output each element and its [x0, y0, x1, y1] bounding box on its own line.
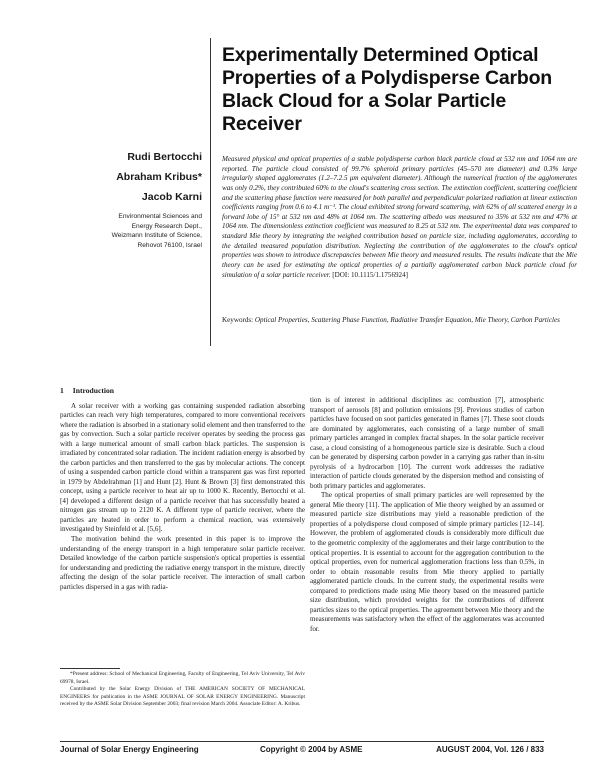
affiliation-line: Rehovot 76100, Israel — [137, 241, 202, 249]
body-column-right — [310, 396, 544, 634]
page-footer — [60, 745, 544, 757]
affiliation-line: Weizmann Institute of Science, — [111, 232, 202, 239]
author-name: Jacob Karni — [141, 191, 202, 203]
footnote: Contributed by the Solar Energy Division of THE AMERICAN SOCIETY OF MECHANICAL ENGINEERS for publication in the ASME JOURNAL OF SOLAR ENERGY ENGINEERING. Manuscript received by the ASME Solar Division September 2003; final revision March 2004. Associate Editor: A. Kribus. — [60, 686, 305, 708]
footer-copyright: Copyright © 2004 by ASME — [260, 745, 363, 754]
abstract-text: Measured physical and optical properties of a stable polydisperse carbon black particle cloud at 532 nm and 1064 nm are reported. The particle cloud consisted of 99.7% spheroid primary particles (45–570 nm diameter) and 0.3% large irregularly shaped agglomerates (1.2–7.2.5 μm equivalent diameter). Although the numerical fraction of the agglomerates was only 0.2%, they contributed 60% to the cloud's scattering cross section. The extinction coefficient, scattering coefficient and the scattering phase function were measured for both parallel and perpendicular polarized radiation at linear extinction coefficients ranging from 0.6 to 4.1 m⁻¹. The cloud exhibited strong forward scattering, with 62% of all scattered energy in a forward lobe of 15° at 532 nm and 48% at 1064 nm. The scattering albedo was measured to 35% at 532 nm and 47% at 1064 nm. The dimensionless extinction coefficient was measured to 8.25 at 532 nm. The experimental data was compared to standard Mie theory by integrating the weighed contribution based on particle size, including agglomerates, according to the detailed measured population distribution. Neglecting the contribution of the agglomerates to the cloud's optical properties was shown to introduce discrepancies between Mie theory and measured results. The results indicate that the Mie theory can be used for estimating the optical properties of a partially agglomerated carbon black particle cloud for simulation of a solar particle receiver. — [222, 155, 577, 279]
section-heading — [60, 386, 305, 396]
paragraph: A solar receiver with a working gas containing suspended radiation absorbing particles can reach very high temperatures, compared to more conventional receivers where the radiation is absorbed in a stationary solid element and then transferred to the gas by convection. Such a solar particle receiver operates by seeding the process gas with a large numerical amount of small carbon black particles. The suspension is irradiated by concentrated solar radiation. The incident radiation energy is absorbed by the carbon particles and then transferred to the gas by molecular actions. The concept of using a suspended carbon particle cloud within a transparent gas was first reported in 1979 by Abdelrahman [1] and Hunt [2]. Hunt & Brown [3] first demonstrated this concept, using a particle receiver to heat air up to 1000 K. Recently, Bertocchi et al. [4] developed a different design of a particle receiver that has successfully heated a nitrogen gas stream up to 2120 K. A different type of particle receiver, where the particles are heated in order to perform a chemical reaction, was extensively investigated by Steinfeld et al. [5,6]. — [60, 401, 305, 534]
keywords-list: Optical Properties, Scattering Phase Function, Radiative Transfer Equation, Mie Theory, Carbon Particles — [254, 316, 560, 324]
doi[interactable]: [DOI: 10.1115/1.1756924] — [332, 270, 409, 279]
paragraph: The motivation behind the work presented in this paper is to improve the understanding of the energy transport in a high temperature solar particle receiver. Detailed knowledge of the carbon particle suspension's optical properties is essential for understanding and predicting the radiative energy transport in the mixture, directly affecting the design of the solar particle receiver. The interaction of small carbon particles dispersed in a gas with radia- — [60, 534, 305, 591]
author-name: Abraham Kribus* — [116, 171, 202, 183]
footnotes — [60, 671, 305, 709]
header-vertical-rule — [210, 38, 211, 346]
footer-issue: AUGUST 2004, Vol. 126 / 833 — [436, 745, 544, 754]
paper-title: Experimentally Determined Optical Properties of a Polydisperse Carbon Black Cloud for a Solar Particle Receiver — [222, 44, 553, 135]
paragraph: The optical properties of small primary particles are well represented by the general Mie theory [11]. The application of Mie theory weighed by an assumed or measured particle size distributions may yield a reasonable prediction of the properties of a polydisperse cloud composed of simple primary particles [12–14]. However, the problem of agglomerated clouds is considerably more difficult due to the geometric complexity of the agglomerates and their large contribution to the optical properties. It is essential to account for the aggregation contribution to the optical properties, even for numerical agglomeration fractions less than 0.5%, in order to obtain reasonable results from Mie theory applied to partially agglomerated particle clouds. In the current study, the experimental results were compared to predictions made using Mie theory based on the measured particle size distribution, which provided weights for the contributions of different particles sizes to the optical properties. The agreement between Mie theory and the measurements was satisfactory when the effect of the agglomerates was accounted for. — [310, 491, 544, 633]
affiliation-line: Energy Research Dept., — [131, 222, 202, 230]
section-number: 1 — [60, 386, 64, 395]
abstract — [222, 155, 577, 280]
footer-rule — [60, 741, 544, 742]
author-block — [100, 152, 202, 250]
footnote-rule — [60, 668, 120, 669]
paragraph: tion is of interest in additional disciplines as: combustion [7], atmospheric transport of aerosols [8] and pollution emissions [9]. Previous studies of carbon particles have focused on soot particles generated in flames [7]. These soot clouds are dominated by agglomerates, each consisting of a large number of small primary particles arranged in complex fractal shapes. In the solar particle receiver case, a cloud consisting of a homogeneous particle size is desirable. Such a cloud can be generated by dispersing carbon powder in a carrying gas rather than in-situ pyrolysis of a hydrocarbon [10]. The current work addresses the radiative interaction of particle clouds generated by the dispersion method and consisting of both primary particles and agglomerates. — [310, 396, 544, 490]
author-name: Rudi Bertocchi — [127, 151, 202, 163]
keywords-label: Keywords: — [222, 316, 254, 324]
section-title: Introduction — [72, 386, 115, 395]
affiliation — [100, 212, 202, 250]
keywords — [222, 316, 577, 326]
footnote: *Present address: School of Mechanical Engineering, Faculty of Engineering, Tel Aviv University, Tel Aviv 69978, Israel. — [60, 671, 305, 685]
footer-journal: Journal of Solar Energy Engineering — [60, 745, 199, 754]
body-column-left — [60, 386, 305, 592]
affiliation-line: Environmental Sciences and — [118, 213, 202, 220]
